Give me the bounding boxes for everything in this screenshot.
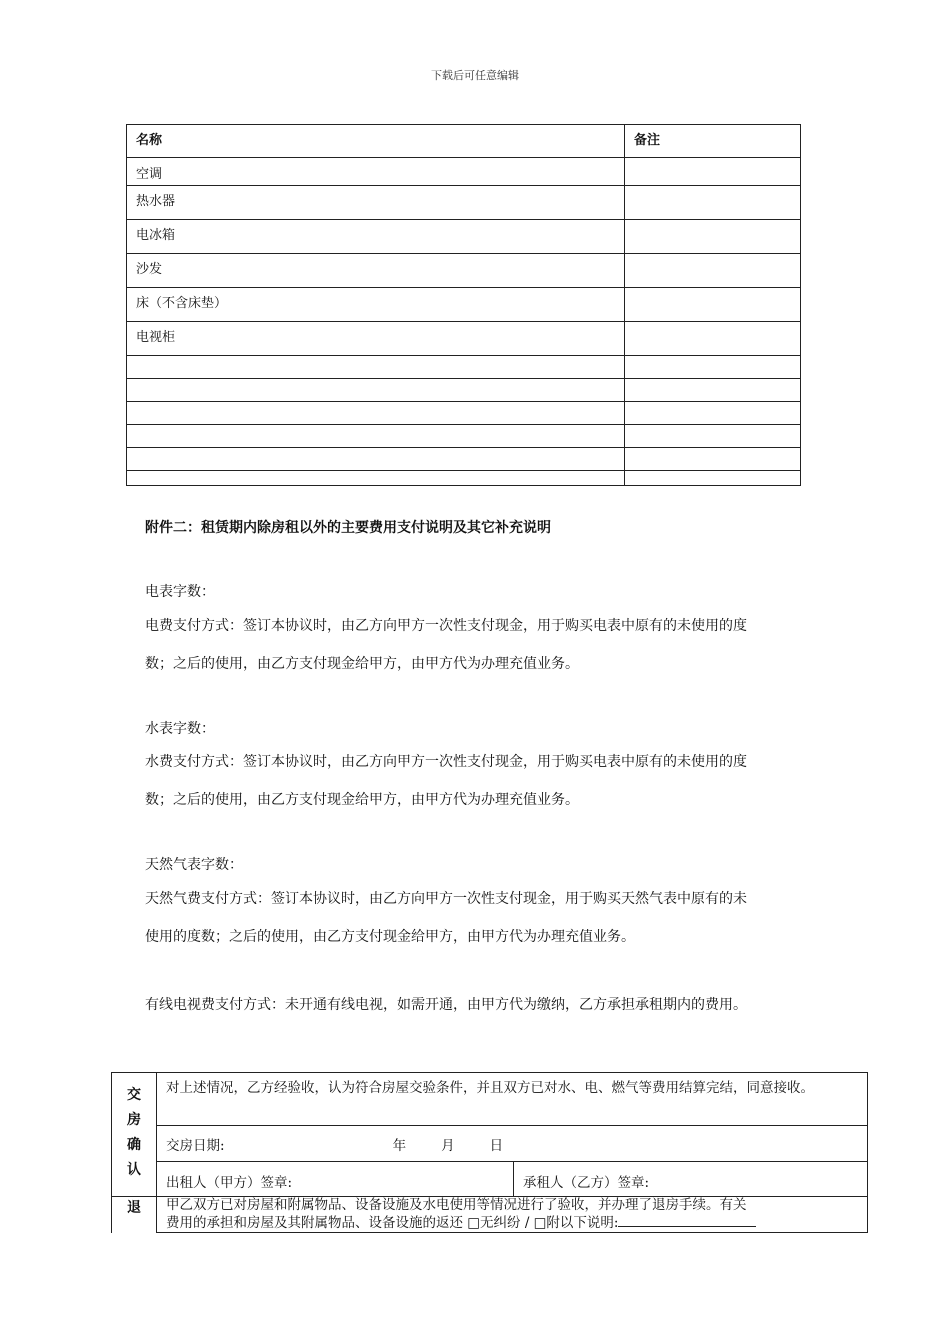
- table-row: [127, 288, 801, 322]
- month-label: 月: [441, 1138, 455, 1154]
- item-note: [625, 288, 801, 322]
- item-name: 热水器: [127, 186, 625, 220]
- water-pay-line-1: 水费支付方式：签订本协议时，由乙方向甲方一次性支付现金，用于购买电表中原有的未使用的度: [145, 754, 747, 770]
- water-reading: 水表字数：: [145, 721, 215, 737]
- table-row-empty: [127, 356, 801, 379]
- handover-statement: 对上述情况，乙方经验收，认为符合房屋交验条件，并且双方已对水、电、燃气等费用结算完结，同意接收。: [157, 1073, 868, 1126]
- table-row: [127, 186, 801, 220]
- side-char: 认: [127, 1162, 141, 1178]
- col-name-header: 名称: [127, 125, 625, 158]
- item-note: [625, 254, 801, 288]
- appendix2-title: 附件二：租赁期内除房租以外的主要费用支付说明及其它补充说明: [145, 520, 551, 536]
- cable-tv-payment: 有线电视费支付方式：未开通有线电视，如需开通，由甲方代为缴纳，乙方承担承租期内的费用。: [145, 997, 747, 1013]
- electric-pay-line-1: 电费支付方式：签订本协议时，由乙方向甲方一次性支付现金，用于购买电表中原有的未使用的度: [145, 618, 747, 634]
- items-table: [126, 124, 801, 486]
- handover-date-row: [157, 1126, 868, 1162]
- item-name: 电冰箱: [127, 220, 625, 254]
- side-char: 交: [127, 1087, 141, 1103]
- table-row-empty: [127, 402, 801, 425]
- page-header: 下载后可任意编辑: [431, 69, 519, 82]
- col-note-header: 备注: [625, 125, 801, 158]
- note-blank-line: [618, 1214, 756, 1227]
- item-note: [625, 186, 801, 220]
- item-name: 空调: [127, 158, 625, 186]
- checkout-line-2: 费用的承担和房屋及其附属物品、设备设施的返还 □无纠纷 / □附以下说明:: [166, 1215, 619, 1231]
- electric-reading: 电表字数：: [145, 584, 215, 600]
- day-label: 日: [489, 1138, 504, 1154]
- checkout-statement: [157, 1197, 868, 1233]
- lessee-signature: 承租人（乙方）签章:: [514, 1162, 868, 1197]
- item-note: [625, 322, 801, 356]
- lessor-signature: 出租人（甲方）签章:: [157, 1162, 514, 1197]
- item-note: [625, 158, 801, 186]
- gas-pay-line-2: 使用的度数；之后的使用，由乙方支付现金给甲方，由甲方代为办理充值业务。: [145, 929, 635, 945]
- item-note: [625, 220, 801, 254]
- handover-confirm-label: [112, 1073, 157, 1197]
- side-char: 确: [127, 1137, 141, 1153]
- electric-pay-line-2: 数；之后的使用，由乙方支付现金给甲方，由甲方代为办理充值业务。: [145, 656, 579, 672]
- item-name: 床（不含床垫）: [127, 288, 625, 322]
- table-row: [127, 254, 801, 288]
- table-row-empty: [127, 471, 801, 486]
- checkout-line-1: 甲乙双方已对房屋和附属物品、设备设施及水电使用等情况进行了验收，并办理了退房手续。有关: [166, 1197, 747, 1213]
- gas-pay-line-1: 天然气费支付方式：签订本协议时，由乙方向甲方一次性支付现金，用于购买天然气表中原有的未: [145, 891, 747, 907]
- item-name: 电视柜: [127, 322, 625, 356]
- year-label: 年: [392, 1138, 407, 1154]
- table-row-empty: [127, 379, 801, 402]
- handover-confirm-table: [111, 1072, 868, 1233]
- side-char: 房: [127, 1112, 141, 1128]
- handover-date-label: 交房日期:: [166, 1138, 225, 1154]
- gas-reading: 天然气表字数：: [145, 857, 243, 873]
- table-row: [127, 220, 801, 254]
- table-row: [127, 322, 801, 356]
- table-row-empty: [127, 425, 801, 448]
- items-table-header: [127, 125, 801, 158]
- checkout-label: 退: [112, 1197, 157, 1233]
- table-row: [127, 158, 801, 186]
- table-row-empty: [127, 448, 801, 471]
- item-name: 沙发: [127, 254, 625, 288]
- water-pay-line-2: 数；之后的使用，由乙方支付现金给甲方，由甲方代为办理充值业务。: [145, 792, 579, 808]
